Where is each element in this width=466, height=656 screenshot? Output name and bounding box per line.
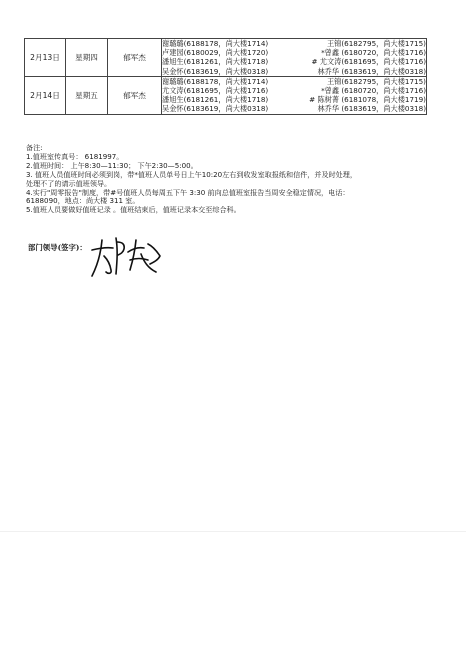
staff-entry-right: 王锦(6182795，尚大楼1715) bbox=[326, 39, 426, 48]
page-bottom-divider bbox=[0, 531, 466, 532]
staff-entry-right: *曾鑫 (6180720，尚大楼1716) bbox=[321, 48, 426, 58]
notes-line-5: 4.实行"周零报告"制度，带#号值班人员每周五下午 3:30 前向总值班室报告当周安全稳定情况，电话： bbox=[26, 187, 350, 197]
notes-line-6: 6188090，地点：尚大楼 311 室。 bbox=[26, 196, 140, 206]
staff-line bbox=[162, 57, 426, 66]
duty-weekday-cell: 星期五 bbox=[66, 76, 108, 114]
duty-table-body bbox=[25, 39, 427, 115]
staff-line bbox=[162, 77, 426, 86]
duty-staff-cell bbox=[162, 76, 427, 114]
staff-entry-right: # 尤文涛(6181695，尚大楼1716) bbox=[311, 57, 426, 67]
staff-entry-left: 吴金怀(6183619，尚大楼0318) bbox=[162, 66, 269, 76]
notes-line-3: 3. 值班人员值班时间必须到岗，带*值班人员单号日上午10:20左右到收发室取报纸和信件，并及时处理， bbox=[26, 169, 357, 179]
staff-line bbox=[162, 39, 426, 48]
staff-line bbox=[162, 67, 426, 76]
duty-staff-cell bbox=[162, 39, 427, 77]
notes-heading: 备注: bbox=[26, 143, 43, 152]
duty-date-cell: 2月14日 bbox=[25, 76, 66, 114]
staff-line bbox=[162, 48, 426, 57]
duty-date-cell: 2月13日 bbox=[25, 39, 66, 77]
notes-section bbox=[26, 144, 426, 215]
notes-line-2: 2.值班时间： 上午8:30—11:30； 下午2:30—5:00。 bbox=[26, 160, 198, 170]
duty-row bbox=[25, 39, 427, 77]
staff-entry-right: *曾鑫 (6180720，尚大楼1716) bbox=[321, 85, 426, 95]
duty-weekday-cell: 星期四 bbox=[66, 39, 108, 77]
leader-signature-label: 部门领导(签字)： bbox=[28, 243, 87, 252]
duty-schedule-table bbox=[24, 38, 427, 115]
staff-entry-left: 谢璐璐(6188178，尚大楼1714) bbox=[162, 39, 269, 48]
staff-line bbox=[162, 95, 426, 104]
staff-entry-right: 林乔华 (6183619，尚大楼0318) bbox=[317, 66, 426, 76]
staff-line bbox=[162, 86, 426, 95]
notes-line-7: 5.值班人员要做好值班记录 。值班结束后，值班记录本交至综合科。 bbox=[26, 205, 241, 215]
staff-entry-left: 潘旭生(6181261，尚大楼1718) bbox=[162, 57, 269, 67]
staff-entry-left: 潘旭生(6181261，尚大楼1718) bbox=[162, 95, 269, 105]
handwritten-signature bbox=[86, 230, 166, 284]
staff-entry-left: 卢建园(6180029，尚大楼1720) bbox=[162, 48, 269, 58]
staff-entry-right: # 陈树菁 (6181078，尚大楼1719) bbox=[309, 95, 426, 105]
staff-entry-left: 谢璐璐(6188178，尚大楼1714) bbox=[162, 76, 269, 86]
staff-entry-right: 王锦(6182795，尚大楼1715) bbox=[326, 76, 426, 86]
staff-entry-left: 尤文涛(6181695，尚大楼1716) bbox=[162, 85, 269, 95]
notes-line-1: 1.值班室传真号： 6181997。 bbox=[26, 151, 124, 161]
duty-leader-cell: 郁军杰 bbox=[108, 76, 162, 114]
notes-line-4: 处理不了的请示值班领导。 bbox=[26, 178, 112, 188]
duty-leader-cell: 郁军杰 bbox=[108, 39, 162, 77]
staff-entry-left: 吴金怀(6183619，尚大楼0318) bbox=[162, 104, 269, 114]
staff-entry-right: 林乔华 (6183619，尚大楼0318) bbox=[317, 104, 426, 114]
staff-line bbox=[162, 104, 426, 113]
duty-row bbox=[25, 76, 427, 114]
